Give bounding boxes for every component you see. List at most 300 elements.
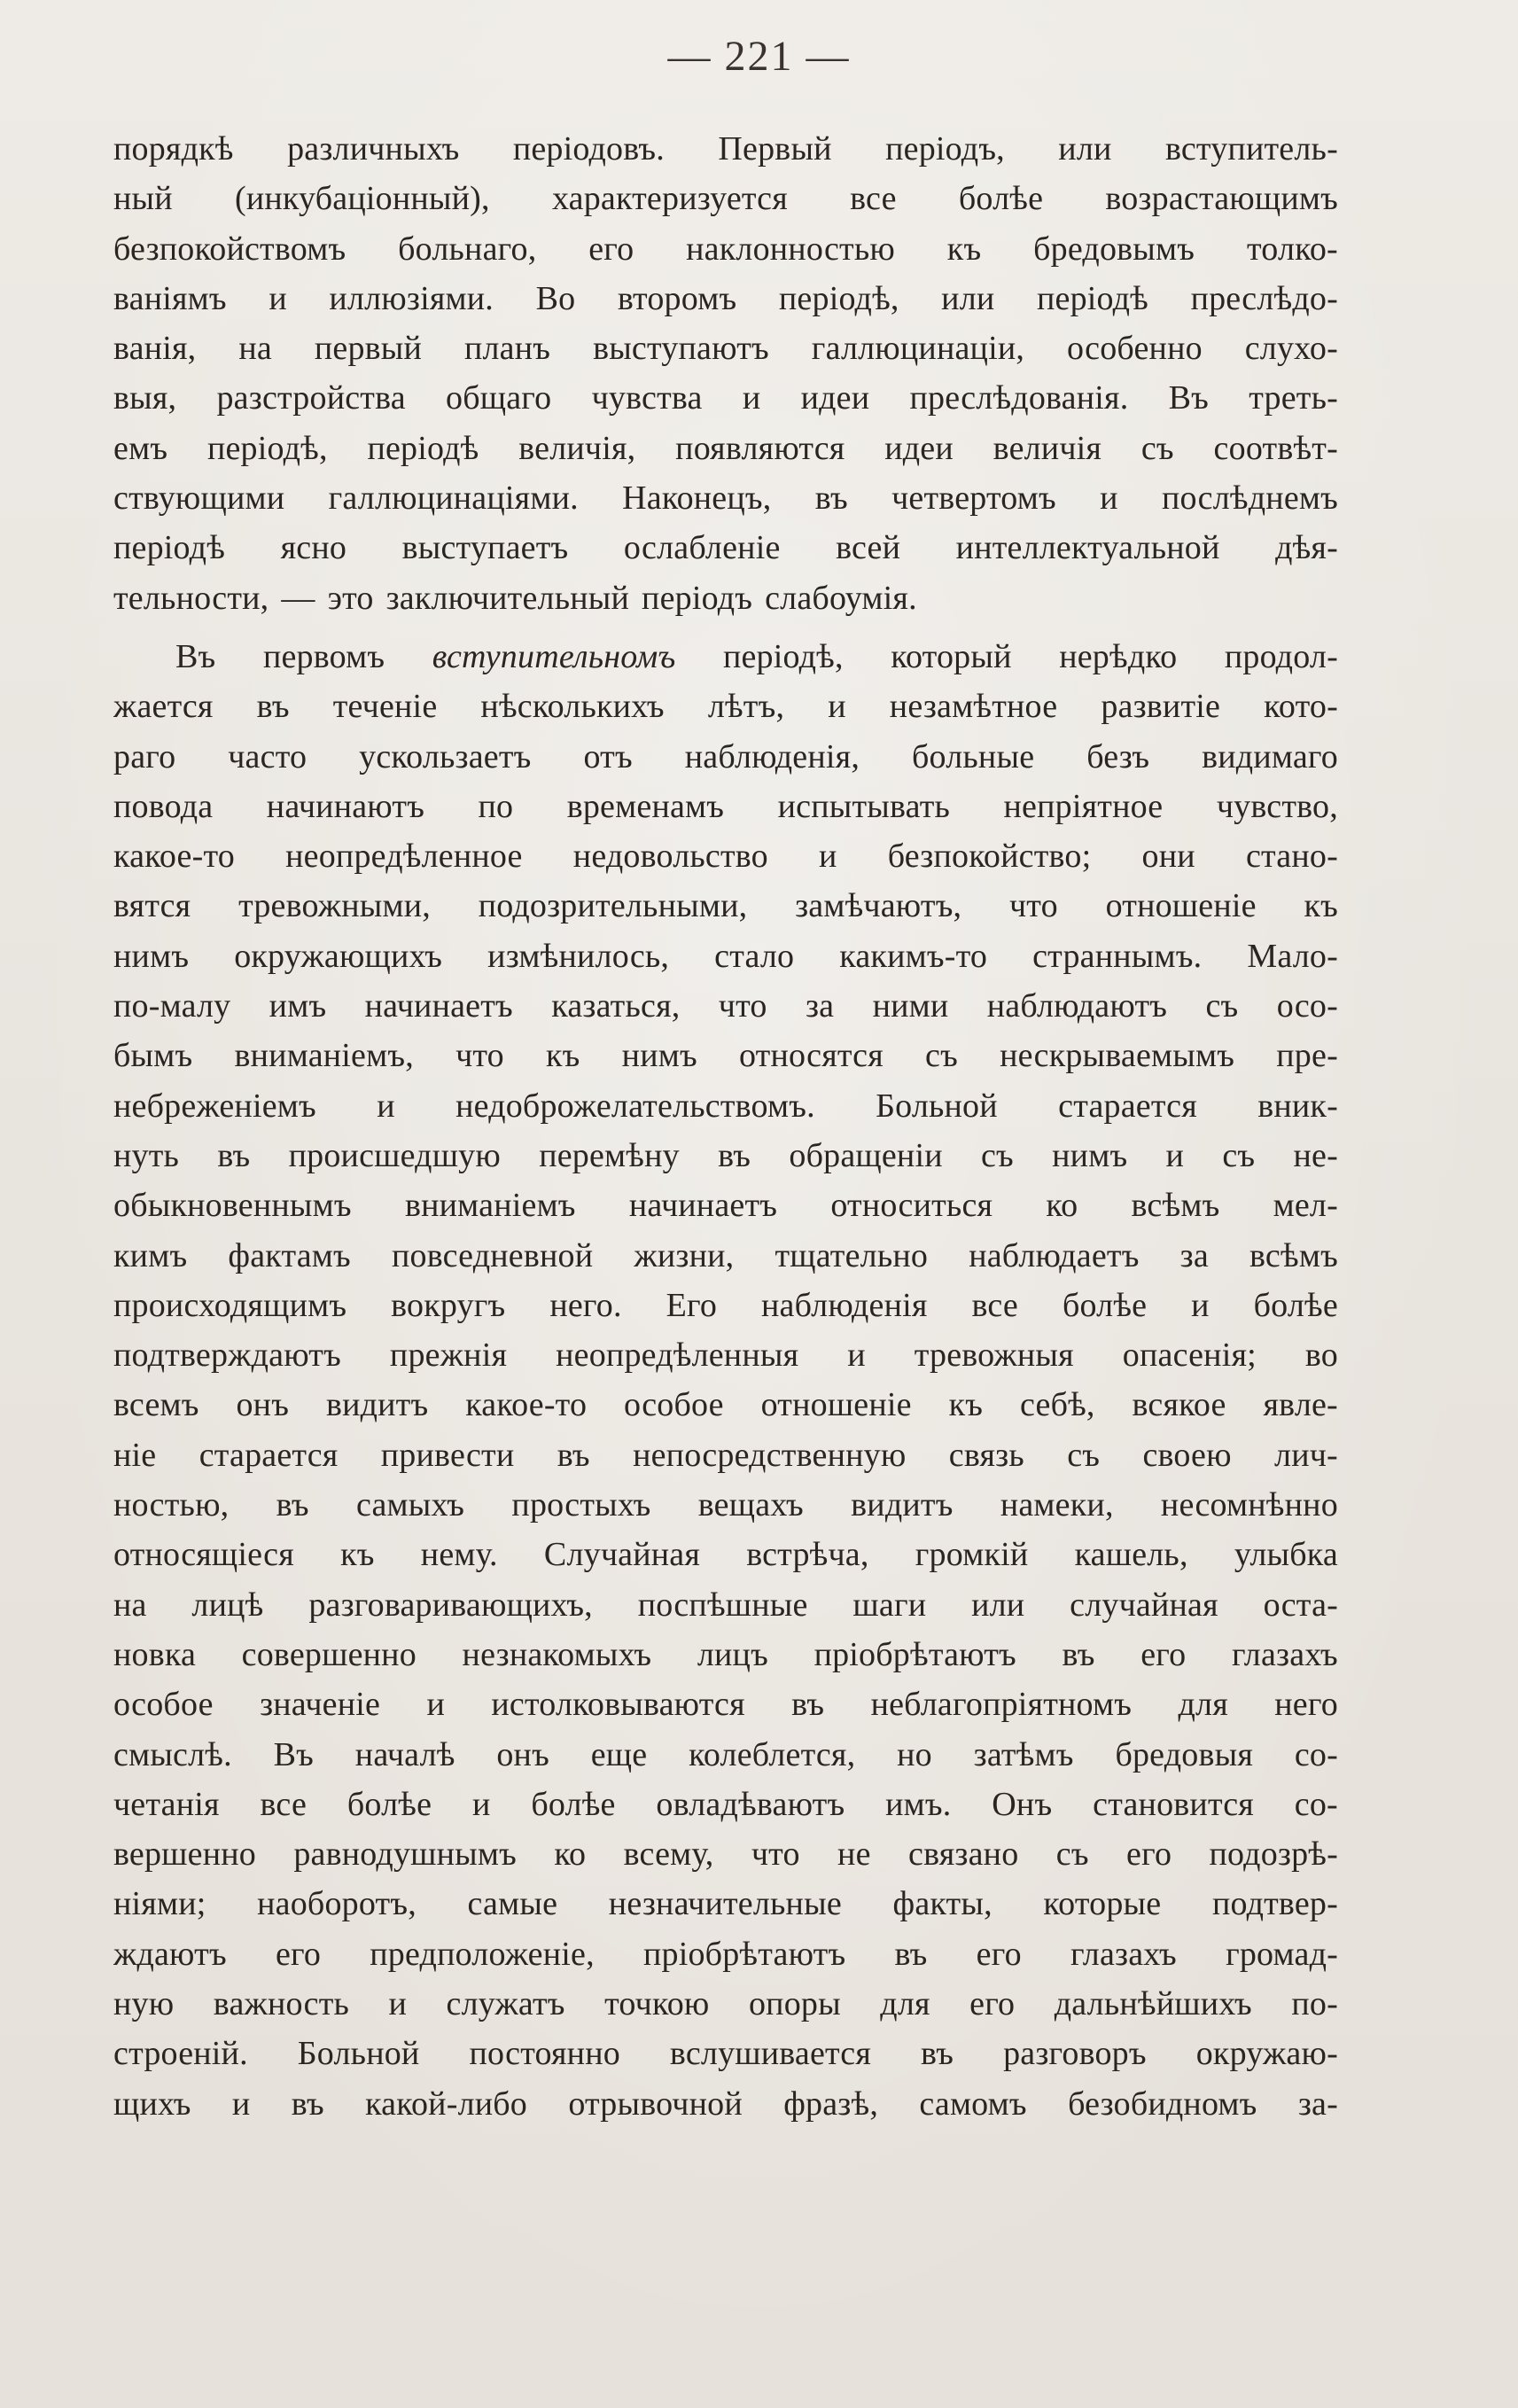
word: небреженіемъ: [113, 1087, 316, 1125]
word: для: [880, 1984, 930, 2022]
paragraph: [113, 124, 1338, 623]
word: тельности,: [113, 579, 269, 617]
word: служатъ: [446, 1984, 565, 2022]
word: онъ: [496, 1735, 549, 1773]
text-line: [113, 1081, 1338, 1131]
word: всѣмъ: [1131, 1187, 1220, 1225]
word: окружаю-: [1195, 2035, 1338, 2073]
word: Въ: [1168, 379, 1210, 417]
word: вниманіемъ: [404, 1187, 576, 1225]
word: разстройства: [216, 379, 406, 417]
word: всей: [836, 529, 901, 567]
word: имъ: [269, 987, 327, 1025]
page-number: — 221 —: [667, 33, 851, 80]
word: его: [1140, 1635, 1187, 1673]
word: болѣе: [346, 1785, 432, 1823]
word: иллюзіями.: [329, 279, 494, 317]
text-line: [113, 1330, 1338, 1380]
text-line: [113, 1929, 1338, 1979]
word: всѣмъ: [1249, 1236, 1338, 1274]
word: планъ: [463, 330, 551, 368]
word: различныхъ: [287, 130, 460, 168]
word: ко: [1046, 1187, 1078, 1225]
word: колеблется,: [689, 1735, 856, 1773]
word: это: [327, 579, 374, 617]
text-line: [113, 1580, 1338, 1630]
word: громкій: [915, 1536, 1029, 1574]
word: болѣе: [1253, 1286, 1338, 1324]
word: не-: [1293, 1136, 1338, 1174]
word: на: [238, 330, 272, 368]
word: идеи: [800, 379, 870, 417]
word: осо-: [1276, 987, 1338, 1025]
word: періодѣ: [113, 529, 226, 567]
word: глазахъ: [1070, 1935, 1177, 1973]
word: безобидномъ: [1068, 2085, 1257, 2123]
word: недоброжелательствомъ.: [455, 1087, 815, 1125]
word: преслѣдо-: [1190, 279, 1338, 317]
word: въ: [894, 1935, 928, 1973]
word: съ: [1067, 1436, 1101, 1474]
word: старается: [199, 1436, 339, 1474]
word: и: [1191, 1286, 1210, 1324]
word: какимъ-то: [839, 937, 988, 975]
word: и: [847, 1336, 866, 1375]
word: наблюденія: [760, 1286, 928, 1324]
word: ванія,: [113, 330, 197, 368]
text-line: [113, 1430, 1338, 1480]
word: недовольство: [572, 838, 768, 876]
word: что: [1009, 887, 1058, 925]
text-line: [113, 473, 1338, 523]
word: неопредѣленныя: [556, 1336, 799, 1375]
word: четанія: [113, 1785, 220, 1823]
word: со-: [1294, 1785, 1338, 1823]
word: періодовъ.: [512, 130, 665, 168]
word: въ: [1062, 1635, 1095, 1673]
word: начинаетъ: [364, 987, 513, 1025]
word: вслушивается: [669, 2035, 872, 2073]
word: періодѣ,: [206, 429, 328, 467]
word: часто: [228, 737, 307, 775]
word: они: [1141, 838, 1195, 876]
word: появляются: [675, 429, 845, 467]
word: второмъ: [617, 279, 737, 317]
word: несомнѣнно: [1160, 1486, 1338, 1524]
word: наблюдаетъ: [969, 1236, 1140, 1274]
word: періодѣ: [1036, 279, 1149, 317]
word: особенно: [1067, 330, 1203, 368]
word: нуть: [113, 1136, 180, 1174]
word: все: [260, 1785, 307, 1823]
text-line: [113, 1380, 1338, 1430]
word: точкою: [604, 1984, 710, 2022]
word: глазахъ: [1231, 1635, 1338, 1673]
word: явле-: [1263, 1386, 1338, 1424]
word: его: [588, 230, 634, 268]
word: дальнѣйшихъ: [1054, 1984, 1252, 2022]
word: или: [971, 1586, 1025, 1624]
word: по-: [1291, 1984, 1338, 2022]
word: какое-то: [113, 838, 235, 876]
word: съ: [1205, 987, 1239, 1025]
text-line: [113, 1730, 1338, 1780]
text-line: [113, 573, 1338, 623]
word: и: [828, 688, 846, 726]
word: видимаго: [1202, 737, 1338, 775]
word: Въ: [273, 1735, 314, 1773]
word: бредовыя: [1115, 1735, 1254, 1773]
word: развитіе: [1101, 688, 1221, 726]
word: затѣмъ: [973, 1735, 1074, 1773]
text-line: [113, 782, 1338, 831]
text-line: [113, 424, 1338, 473]
word: отношеніе: [1105, 887, 1257, 925]
word: дѣя-: [1275, 529, 1338, 567]
word: разговаривающихъ,: [308, 1586, 593, 1624]
word: къ: [1304, 887, 1338, 925]
word: фактамъ: [228, 1236, 351, 1274]
word: и: [1165, 1136, 1185, 1174]
word: предположеніе,: [370, 1935, 595, 1973]
word: обращеніи: [789, 1136, 943, 1174]
word: тщательно: [775, 1236, 929, 1274]
text-line: [113, 1181, 1338, 1230]
word: теченіе: [332, 688, 438, 726]
word: галлюцинаціи,: [811, 330, 1025, 368]
word: и: [377, 1087, 395, 1125]
word: величія,: [518, 429, 636, 467]
word: связано: [908, 1835, 1019, 1874]
word: —: [281, 579, 315, 617]
word: становится: [1093, 1785, 1254, 1823]
word: случайная: [1070, 1586, 1218, 1624]
word: что: [751, 1835, 800, 1874]
word: незначительные: [608, 1885, 842, 1923]
word: который: [891, 637, 1012, 675]
word: выя,: [113, 379, 177, 417]
word: разговоръ: [1003, 2035, 1147, 2073]
word: нимъ: [621, 1037, 697, 1075]
word: преслѣдованія.: [909, 379, 1129, 417]
word: выступаютъ: [593, 330, 769, 368]
word: во: [1304, 1336, 1338, 1375]
word: старается: [1058, 1087, 1197, 1125]
text-line: [113, 274, 1338, 323]
word: его: [275, 1935, 322, 1973]
word: съ: [1222, 1136, 1256, 1174]
word: нимъ: [113, 937, 190, 975]
word: послѣднемъ: [1162, 479, 1338, 518]
word: но: [897, 1735, 932, 1773]
word: безъ: [1086, 737, 1150, 775]
word: періодѣ,: [778, 279, 899, 317]
word: относятся: [738, 1037, 884, 1075]
text-line: [113, 1780, 1338, 1829]
word: больнаго,: [398, 230, 537, 268]
word: всемъ: [113, 1386, 199, 1424]
word: непосредственную: [633, 1436, 907, 1474]
word: и: [231, 2085, 251, 2123]
word: своею: [1142, 1436, 1232, 1474]
word: наблюдаютъ: [986, 987, 1168, 1025]
word: четвертомъ: [891, 479, 1056, 518]
word: интеллектуальной: [955, 529, 1220, 567]
word: подтвер-: [1211, 1885, 1338, 1923]
word: не: [837, 1835, 871, 1874]
word: смыслѣ.: [113, 1735, 232, 1773]
word: въ: [814, 479, 848, 518]
word: отношеніе: [760, 1386, 912, 1424]
word: овладѣваютъ: [656, 1785, 845, 1823]
word: въ: [921, 2035, 954, 2073]
word: начинаетъ: [628, 1187, 778, 1225]
word: страннымъ.: [1032, 937, 1203, 975]
word: больные: [912, 737, 1035, 775]
word: въ: [217, 1136, 251, 1174]
word: постоянно: [469, 2035, 620, 2073]
word: нимъ: [1052, 1136, 1128, 1174]
word: него.: [549, 1286, 622, 1324]
word: новка: [113, 1635, 197, 1673]
text-line: [113, 881, 1338, 931]
word: раго: [113, 737, 176, 775]
word: его: [1126, 1835, 1172, 1874]
word: измѣнилось,: [487, 937, 670, 975]
word: періодъ,: [885, 130, 1005, 168]
word: улыбка: [1234, 1536, 1338, 1574]
word: въ: [291, 2085, 324, 2123]
word: равнодушнымъ: [293, 1835, 517, 1874]
word: его: [969, 1984, 1016, 2022]
text-line: [113, 981, 1338, 1031]
word: видитъ: [325, 1386, 429, 1424]
paragraph: [113, 632, 1338, 2129]
word: еще: [590, 1735, 648, 1773]
word: съ: [1055, 1835, 1089, 1874]
word: Наконецъ,: [622, 479, 772, 518]
word: емъ: [113, 429, 168, 467]
word: лицъ: [697, 1635, 768, 1673]
word: вступитель-: [1164, 130, 1338, 168]
word: періодѣ,: [722, 637, 844, 675]
word: нескрываемымъ: [1000, 1037, 1235, 1075]
word: привести: [380, 1436, 515, 1474]
word: что: [718, 987, 767, 1025]
word: кимъ: [113, 1236, 188, 1274]
word: ніе: [113, 1436, 157, 1474]
word: пріобрѣтаютъ: [642, 1935, 846, 1973]
word: начинаютъ: [266, 787, 425, 825]
word: и: [269, 279, 287, 317]
word: съ: [980, 1136, 1014, 1174]
word: важность: [213, 1984, 350, 2022]
text-line: [113, 1231, 1338, 1281]
word: ними: [872, 987, 949, 1025]
word: вершенно: [113, 1835, 256, 1874]
word: пре-: [1276, 1037, 1338, 1075]
word: заключительный: [385, 579, 630, 617]
word: и: [426, 1686, 446, 1724]
text-line: [113, 1829, 1338, 1879]
word: какой-либо: [365, 2085, 528, 2123]
word: всему,: [623, 1835, 714, 1874]
word: наоборотъ,: [257, 1885, 416, 1923]
word: нѣсколькихъ: [480, 688, 665, 726]
word: въ: [276, 1486, 309, 1524]
text-line: [113, 373, 1338, 423]
word: первый: [314, 330, 423, 368]
word: незнакомыхъ: [462, 1635, 652, 1673]
body-text: [113, 124, 1338, 2129]
word: его: [976, 1935, 1022, 1973]
word: Мало-: [1247, 937, 1338, 975]
text-line: [113, 931, 1338, 981]
word: встрѣча,: [746, 1536, 869, 1574]
word: Первый: [718, 130, 832, 168]
text-line: [113, 1131, 1338, 1181]
word: наклонностью: [686, 230, 895, 268]
word: по: [478, 787, 514, 825]
word: вещахъ: [697, 1486, 804, 1524]
word: жается: [113, 688, 214, 726]
word: всякое: [1132, 1386, 1226, 1424]
word: прежнія: [389, 1336, 508, 1375]
word: и: [742, 379, 761, 417]
word: простыхъ: [511, 1486, 651, 1524]
word: фразѣ,: [783, 2085, 879, 2123]
word: особое: [113, 1686, 214, 1724]
text-line: [113, 1879, 1338, 1929]
word: за: [1179, 1236, 1209, 1274]
word: съ: [925, 1037, 958, 1075]
word: нему.: [420, 1536, 498, 1574]
word: стало: [714, 937, 795, 975]
text-line: [113, 732, 1338, 782]
word: факты,: [892, 1885, 993, 1923]
word: лицѣ: [191, 1586, 264, 1624]
word: лѣтъ,: [707, 688, 785, 726]
text-line: [113, 1031, 1338, 1080]
text-line: [113, 1979, 1338, 2029]
word: повода: [113, 787, 214, 825]
word: выступаетъ: [401, 529, 569, 567]
text-line: [113, 682, 1338, 731]
word: ко: [554, 1835, 587, 1874]
text-line: [113, 2079, 1338, 2129]
word: непріятное: [1003, 787, 1164, 825]
word: Его: [666, 1286, 718, 1324]
word: происшедшую: [288, 1136, 501, 1174]
word: окружающихъ: [234, 937, 443, 975]
word: или: [941, 279, 995, 317]
word: въ: [791, 1686, 825, 1724]
word: истолковываются: [491, 1686, 745, 1724]
word: и: [819, 838, 837, 876]
word: вниманіемъ,: [234, 1037, 414, 1075]
word: повседневной: [391, 1236, 594, 1274]
word: Больной: [876, 1087, 998, 1125]
word: ствующими: [113, 479, 285, 518]
text-line: [113, 1679, 1338, 1729]
word: ный: [113, 180, 173, 218]
word: пріобрѣтаютъ: [813, 1635, 1016, 1673]
word: самые: [467, 1885, 558, 1923]
word: совершенно: [241, 1635, 416, 1673]
word: имъ.: [885, 1785, 952, 1823]
word: происходящимъ: [113, 1286, 347, 1324]
word: относящіеся: [113, 1536, 294, 1574]
word: неопредѣленное: [285, 838, 523, 876]
word: съ: [1140, 429, 1174, 467]
word: слабоумія.: [765, 579, 917, 617]
word: самомъ: [919, 2085, 1027, 2123]
word: періодъ: [642, 579, 753, 617]
text-line: [113, 831, 1338, 881]
word: строеній.: [113, 2035, 248, 2073]
word: треть-: [1249, 379, 1338, 417]
word: обыкновеннымъ: [113, 1187, 352, 1225]
word: незамѣтное: [889, 688, 1058, 726]
word: оста-: [1263, 1586, 1338, 1624]
word: продол-: [1224, 637, 1338, 675]
word: онъ: [236, 1386, 290, 1424]
word: ностью,: [113, 1486, 230, 1524]
word: щихъ: [113, 2085, 191, 2123]
word: наблюденія,: [684, 737, 860, 775]
text-line: [113, 1480, 1338, 1530]
word: тревожныя: [914, 1336, 1074, 1375]
word: кашель,: [1074, 1536, 1188, 1574]
word: къ: [948, 1386, 984, 1424]
word: опасенія;: [1122, 1336, 1257, 1375]
word: со-: [1294, 1735, 1338, 1773]
word: или: [1058, 130, 1112, 168]
word: общаго: [446, 379, 552, 417]
word: безпокойствомъ: [113, 230, 346, 268]
word: характеризуется: [551, 180, 788, 218]
word: Онъ: [992, 1785, 1053, 1823]
word: къ: [546, 1037, 580, 1075]
word: болѣе: [531, 1785, 616, 1823]
word: по-малу: [113, 987, 231, 1025]
word: все: [971, 1286, 1019, 1324]
text-line: [113, 2029, 1338, 2078]
word: него: [1274, 1686, 1338, 1724]
word: вокругъ: [391, 1286, 506, 1324]
word: за: [805, 987, 835, 1025]
word: Во: [535, 279, 576, 317]
word: относиться: [830, 1187, 993, 1225]
word: себѣ,: [1019, 1386, 1095, 1424]
word: Случайная: [543, 1536, 701, 1574]
word: ускользаетъ: [359, 737, 532, 775]
word: стано-: [1245, 838, 1338, 876]
word: поспѣшные: [637, 1586, 808, 1624]
word: началѣ: [354, 1735, 455, 1773]
word: все: [850, 180, 897, 218]
word: ясно: [280, 529, 347, 567]
word: ваніямъ: [113, 279, 227, 317]
word: казаться,: [551, 987, 681, 1025]
word: болѣе: [958, 180, 1044, 218]
word: вятся: [113, 887, 191, 925]
word: перемѣну: [539, 1136, 680, 1174]
word: значеніе: [260, 1686, 381, 1724]
word: соотвѣт-: [1213, 429, 1338, 467]
word: Въ: [175, 637, 216, 675]
word: ніями;: [113, 1885, 206, 1923]
